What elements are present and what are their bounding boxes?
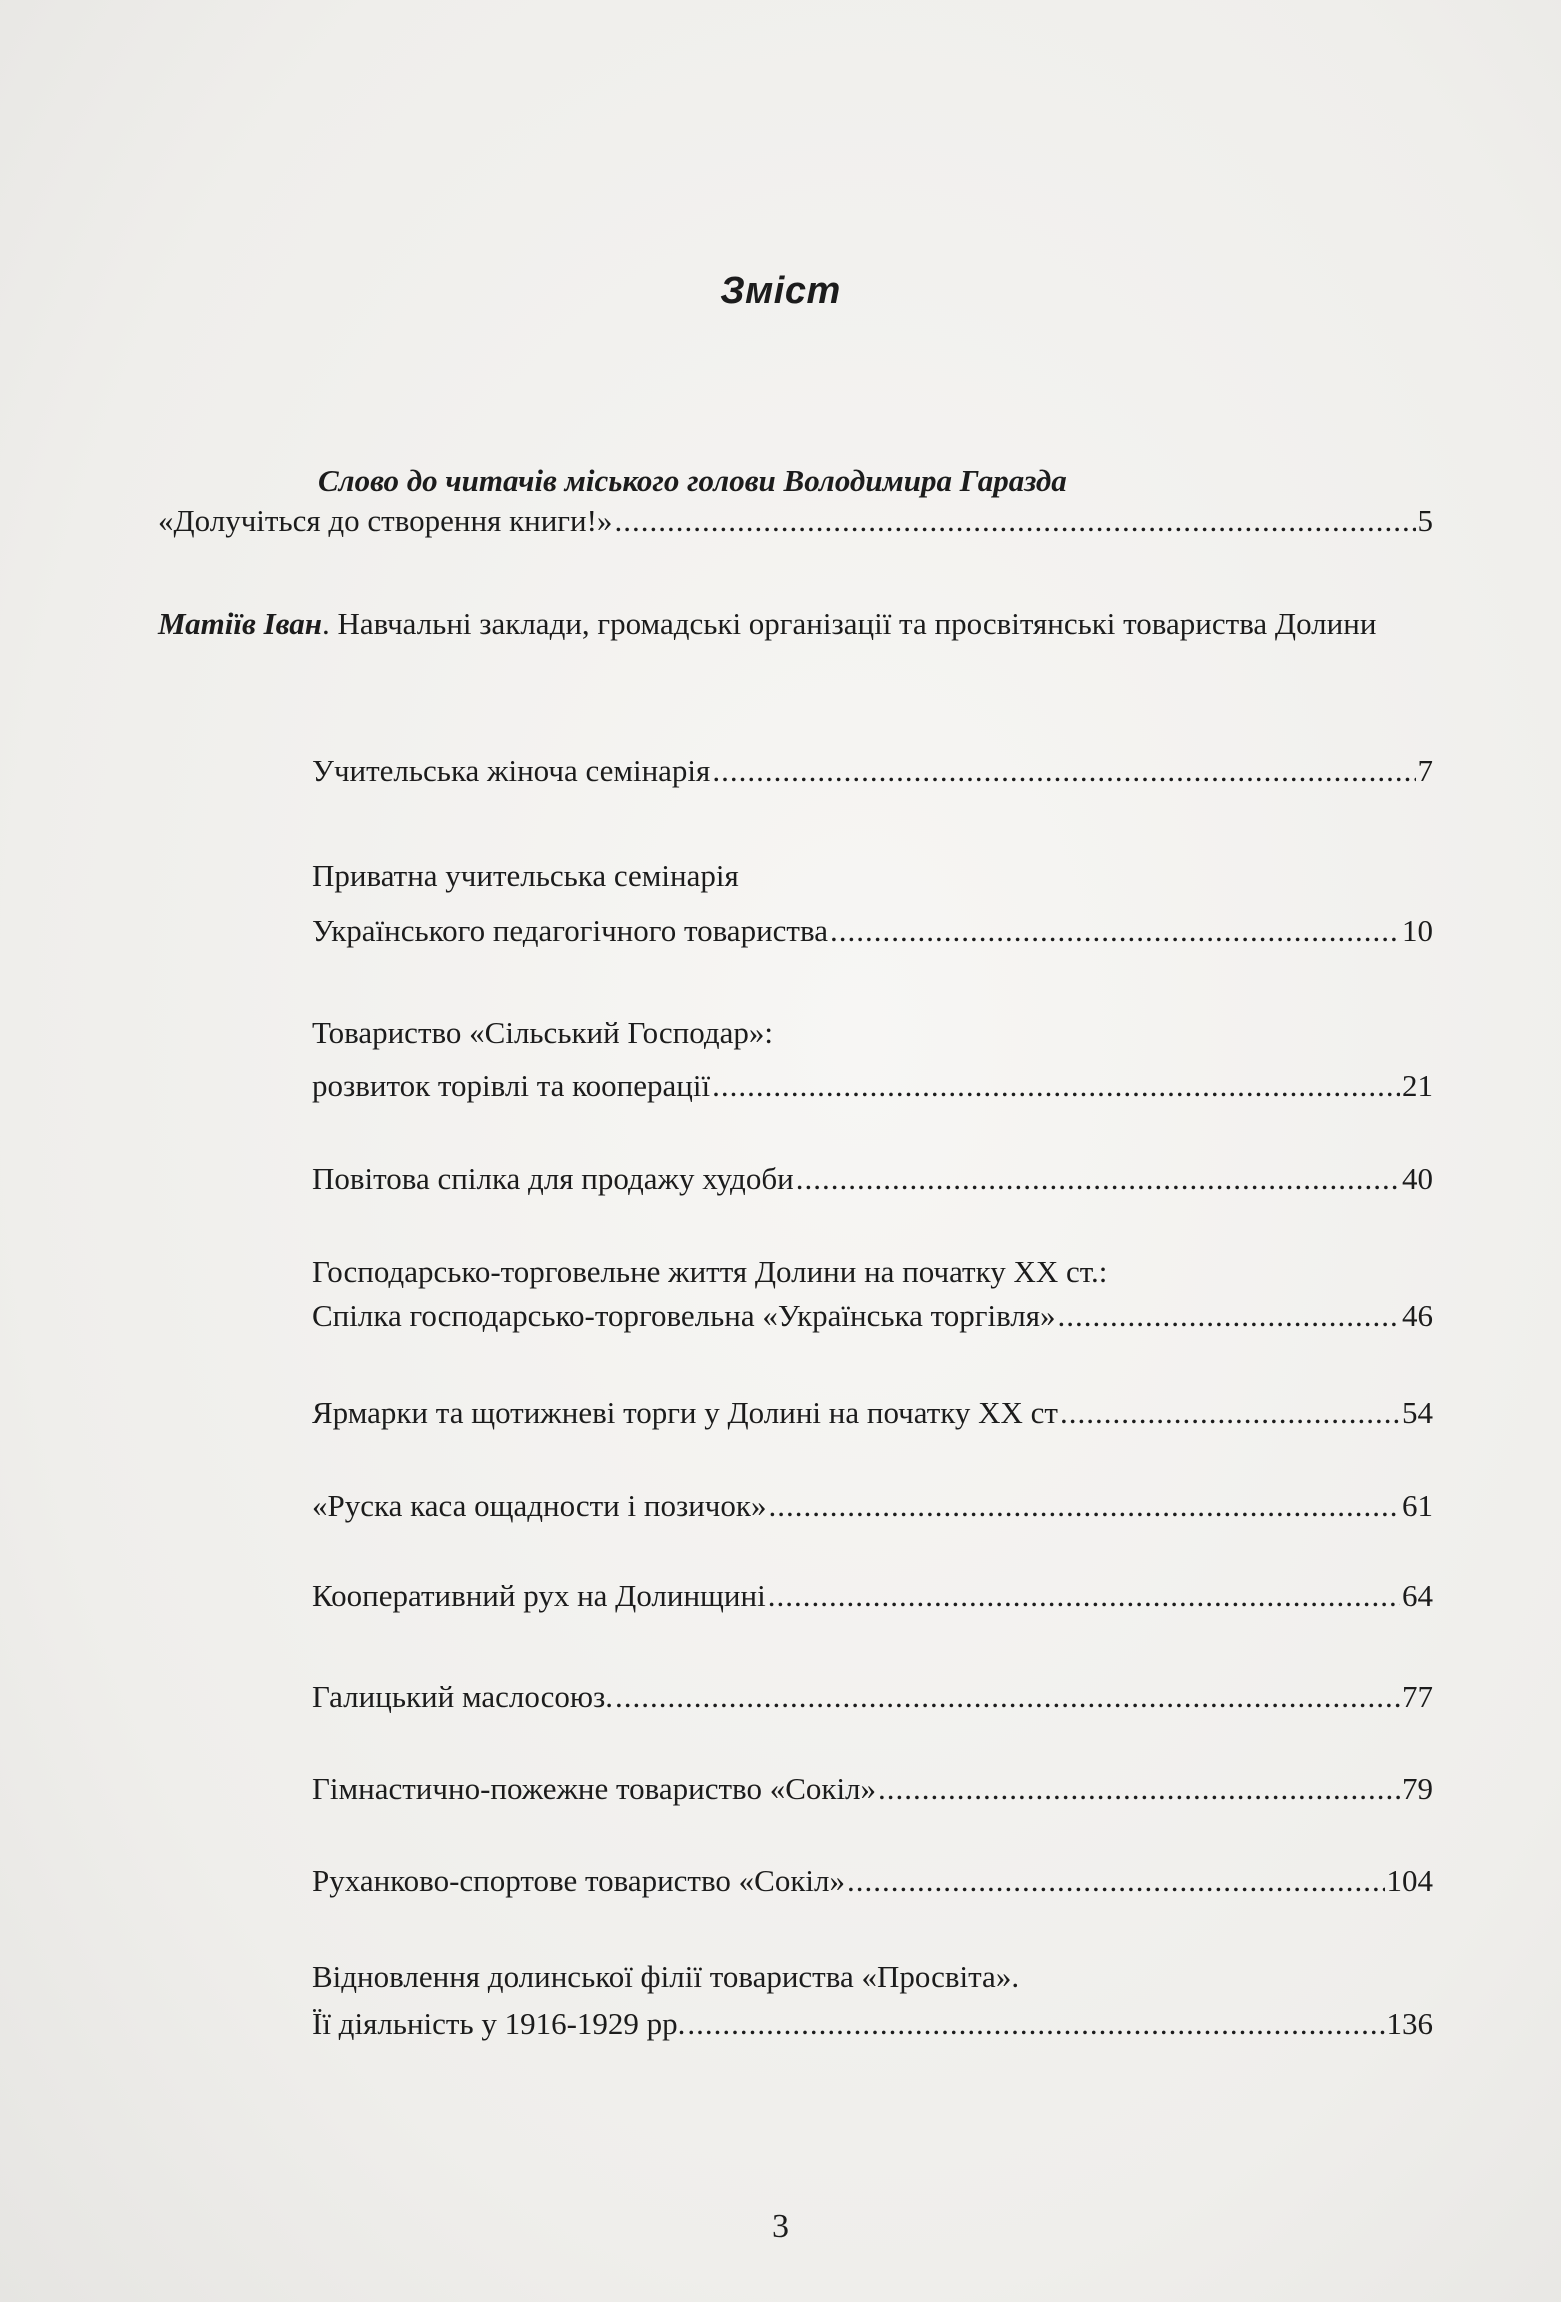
toc-entry-page: 21 <box>1402 1068 1433 1103</box>
toc-entry-title: Ярмарки та щотижневі торги у Долині на початку ХХ ст <box>312 1395 1058 1430</box>
toc-entry-title: Її діяльність у 1916-1929 рр. <box>312 2006 686 2041</box>
toc-entry-page: 77 <box>1402 1679 1433 1714</box>
leader-dots <box>614 502 1415 540</box>
leader-dots <box>796 1160 1400 1198</box>
toc-entry-page: 10 <box>1402 913 1433 948</box>
greeting-heading: Слово до читачів міського голови Володимира Гаразда <box>318 463 1067 498</box>
toc-entry[interactable] <box>312 1067 1433 1105</box>
toc-entry[interactable] <box>312 1678 1433 1716</box>
toc-entry[interactable] <box>312 1394 1433 1432</box>
toc-entry[interactable] <box>312 1862 1433 1900</box>
toc-entry-title-line: Господарсько-торговельне життя Долини на початку ХХ ст.: <box>312 1254 1108 1289</box>
toc-entry-title: Повітова спілка для продажу худоби <box>312 1161 794 1196</box>
toc-entry-title: Руханково-спортове товариство «Сокіл» <box>312 1863 845 1898</box>
toc-entry[interactable] <box>312 1770 1433 1808</box>
toc-entry-page: 40 <box>1402 1161 1433 1196</box>
toc-entry-greeting[interactable] <box>158 502 1433 540</box>
toc-entry[interactable] <box>312 2005 1433 2043</box>
leader-dots <box>687 2005 1384 2043</box>
toc-entry[interactable] <box>312 752 1433 790</box>
toc-entry-title: «Долучіться до створення книги!» <box>158 503 613 538</box>
toc-entry-title: Українського педагогічного товариства <box>312 913 828 948</box>
toc-entry[interactable] <box>312 912 1433 950</box>
leader-dots <box>1060 1394 1400 1432</box>
toc-entry-title-line: Товариство «Сільський Господар»: <box>312 1015 774 1050</box>
toc-entry-page: 7 <box>1417 753 1433 788</box>
leader-dots <box>768 1577 1400 1615</box>
toc-entry-page: 104 <box>1386 1863 1433 1898</box>
toc-entry-page: 5 <box>1417 503 1433 538</box>
toc-entry-title: Гімнастично-пожежне товариство «Сокіл» <box>312 1771 877 1806</box>
leader-dots <box>712 1067 1400 1105</box>
leader-dots <box>768 1487 1400 1525</box>
toc-entry-page: 61 <box>1402 1488 1433 1523</box>
toc-entry-page: 136 <box>1386 2006 1433 2041</box>
toc-entry[interactable] <box>312 1297 1433 1335</box>
leader-dots <box>878 1770 1400 1808</box>
toc-entry-page: 46 <box>1402 1298 1433 1333</box>
toc-entry-title: Спілка господарсько-торговельна «Українська торгівля» <box>312 1298 1056 1333</box>
toc-entry-title: «Руска каса ощадности і позичок» <box>312 1488 767 1523</box>
page-number: 3 <box>772 2208 789 2245</box>
leader-dots <box>615 1678 1400 1716</box>
toc-entry[interactable] <box>312 1487 1433 1525</box>
toc-title: Зміст <box>720 270 841 312</box>
leader-dots <box>1058 1297 1400 1335</box>
leader-dots <box>830 912 1400 950</box>
leader-dots <box>847 1862 1385 1900</box>
leader-dots <box>712 752 1415 790</box>
bleed-through-decoration <box>700 120 710 167</box>
toc-entry[interactable] <box>312 1160 1433 1198</box>
toc-entry-title-line: Відновлення долинської філії товариства «Просвіта». <box>312 1959 1020 1994</box>
toc-entry-title: Кооперативний рух на Долинщині <box>312 1578 766 1613</box>
toc-entry-page: 54 <box>1402 1395 1433 1430</box>
author-section-title: . Навчальні заклади, громадські організації та просвітянські товариства Долини <box>321 606 1377 641</box>
toc-entry-title: Учительська жіноча семінарія <box>312 753 711 788</box>
toc-entry-title: розвиток торівлі та кооперації <box>312 1068 711 1103</box>
toc-entry-title: Галицький маслосоюз. <box>312 1679 614 1714</box>
toc-entry-page: 64 <box>1402 1578 1433 1613</box>
toc-entry-page: 79 <box>1402 1771 1433 1806</box>
toc-entry[interactable] <box>312 1577 1433 1615</box>
toc-entry-title-line: Приватна учительська семінарія <box>312 858 739 893</box>
author-section <box>158 600 1433 648</box>
author-name: Матіїв Іван <box>158 606 322 641</box>
